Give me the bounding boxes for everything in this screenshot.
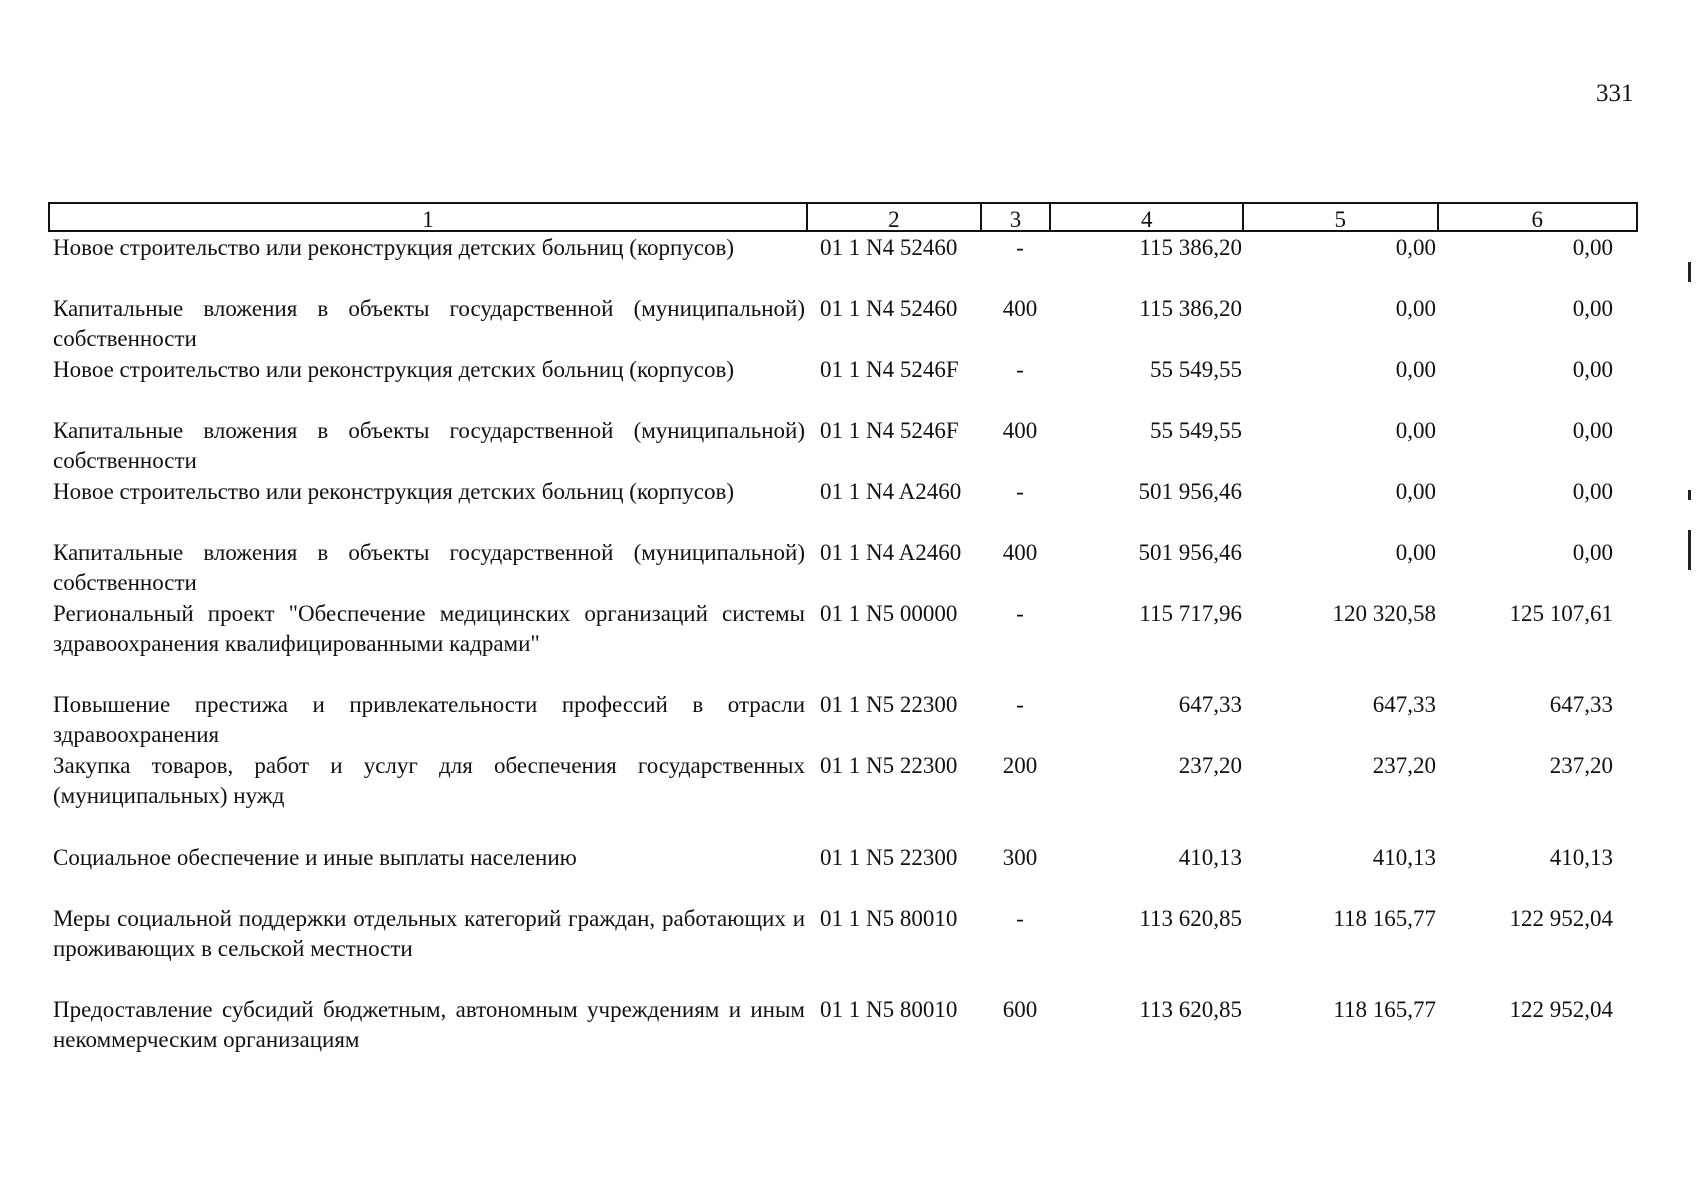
row-value-col4: 237,20	[1178, 753, 1242, 778]
row-code: 01 1 N5 80010	[820, 906, 958, 931]
row-expense-type: 400	[1002, 540, 1038, 565]
row-description: Предоставление субсидий бюджетным, автономным учреждениям и иным некоммерческим организациям	[53, 997, 805, 1052]
row-expense-type: -	[1016, 601, 1024, 626]
scan-mark	[1688, 262, 1691, 282]
column-header-2: 2	[808, 204, 982, 230]
row-expense-type: 400	[1002, 418, 1038, 443]
row-code: 01 1 N4 5246F	[820, 418, 959, 443]
row-expense-type: -	[1016, 692, 1024, 717]
row-description: Меры социальной поддержки отдельных категорий граждан, работающих и проживающих в сельской местности	[53, 906, 805, 961]
table-header-row	[48, 202, 1638, 232]
row-code: 01 1 N5 00000	[820, 601, 958, 626]
row-code: 01 1 N4 52460	[820, 235, 958, 260]
column-header-5: 5	[1244, 204, 1439, 230]
row-value-col5: 237,20	[1372, 753, 1436, 778]
row-value-col5: 0,00	[1395, 357, 1436, 382]
row-value-col6: 0,00	[1572, 479, 1613, 504]
row-value-col4: 113 620,85	[1139, 906, 1242, 931]
row-value-col4: 55 549,55	[1150, 418, 1242, 443]
row-description: Повышение престижа и привлекательности профессий в отрасли здравоохранения	[53, 692, 805, 747]
row-value-col6: 0,00	[1572, 296, 1613, 321]
row-description: Капитальные вложения в объекты государственной (муниципальной) собственности	[53, 296, 805, 351]
row-expense-type: -	[1016, 479, 1024, 504]
row-value-col6: 410,13	[1549, 845, 1613, 870]
row-code: 01 1 N4 A2460	[820, 540, 962, 565]
row-value-col4: 55 549,55	[1150, 357, 1242, 382]
row-value-col6: 0,00	[1572, 418, 1613, 443]
row-value-col4: 501 956,46	[1138, 479, 1242, 504]
row-description: Новое строительство или реконструкция детских больниц (корпусов)	[53, 235, 734, 260]
row-value-col5: 410,13	[1372, 845, 1436, 870]
row-value-col4: 115 386,20	[1139, 296, 1242, 321]
row-description: Закупка товаров, работ и услуг для обеспечения государственных (муниципальных) нужд	[53, 753, 805, 808]
row-value-col6: 0,00	[1572, 357, 1613, 382]
row-description: Новое строительство или реконструкция детских больниц (корпусов)	[53, 357, 734, 382]
row-value-col5: 0,00	[1395, 540, 1436, 565]
column-header-6: 6	[1531, 207, 1543, 232]
row-value-col4: 115 717,96	[1139, 601, 1242, 626]
column-header-3: 3	[982, 204, 1052, 230]
page-number: 331	[1596, 80, 1634, 107]
row-expense-type: -	[1016, 235, 1024, 260]
row-description: Капитальные вложения в объекты государственной (муниципальной) собственности	[53, 540, 805, 595]
scan-mark	[1688, 530, 1691, 570]
row-value-col5: 0,00	[1395, 296, 1436, 321]
row-value-col6: 122 952,04	[1509, 906, 1613, 931]
row-value-col5: 0,00	[1395, 418, 1436, 443]
row-code: 01 1 N5 22300	[820, 753, 958, 778]
row-value-col4: 410,13	[1178, 845, 1242, 870]
row-value-col5: 647,33	[1372, 692, 1436, 717]
row-value-col6: 647,33	[1549, 692, 1613, 717]
row-code: 01 1 N5 80010	[820, 997, 958, 1022]
row-value-col4: 115 386,20	[1139, 235, 1242, 260]
column-header-1: 1	[50, 204, 808, 230]
row-value-col6: 237,20	[1549, 753, 1613, 778]
row-value-col5: 0,00	[1395, 479, 1436, 504]
row-value-col5: 118 165,77	[1333, 997, 1436, 1022]
column-header-4: 4	[1051, 204, 1244, 230]
row-description: Новое строительство или реконструкция детских больниц (корпусов)	[53, 479, 734, 504]
row-value-col6: 0,00	[1572, 540, 1613, 565]
row-expense-type: -	[1016, 906, 1024, 931]
row-description: Социальное обеспечение и иные выплаты населению	[53, 845, 577, 870]
row-code: 01 1 N4 52460	[820, 296, 958, 321]
row-expense-type: 400	[1002, 296, 1038, 321]
row-code: 01 1 N4 5246F	[820, 357, 959, 382]
row-value-col4: 113 620,85	[1139, 997, 1242, 1022]
row-value-col5: 0,00	[1395, 235, 1436, 260]
row-description: Капитальные вложения в объекты государственной (муниципальной) собственности	[53, 418, 805, 473]
row-value-col6: 0,00	[1572, 235, 1613, 260]
row-value-col6: 122 952,04	[1509, 997, 1613, 1022]
row-expense-type: 200	[1002, 753, 1038, 778]
row-value-col5: 118 165,77	[1333, 906, 1436, 931]
row-description: Региональный проект "Обеспечение медицинских организаций системы здравоохранения квалифицированными кадрами"	[53, 601, 805, 656]
row-code: 01 1 N5 22300	[820, 845, 958, 870]
row-expense-type: -	[1016, 357, 1024, 382]
row-value-col5: 120 320,58	[1332, 601, 1436, 626]
scan-mark	[1688, 490, 1691, 500]
row-value-col6: 125 107,61	[1509, 601, 1613, 626]
row-value-col4: 647,33	[1178, 692, 1242, 717]
row-code: 01 1 N4 A2460	[820, 479, 962, 504]
row-expense-type: 600	[1002, 997, 1038, 1022]
row-value-col4: 501 956,46	[1138, 540, 1242, 565]
row-expense-type: 300	[1002, 845, 1038, 870]
row-code: 01 1 N5 22300	[820, 692, 958, 717]
